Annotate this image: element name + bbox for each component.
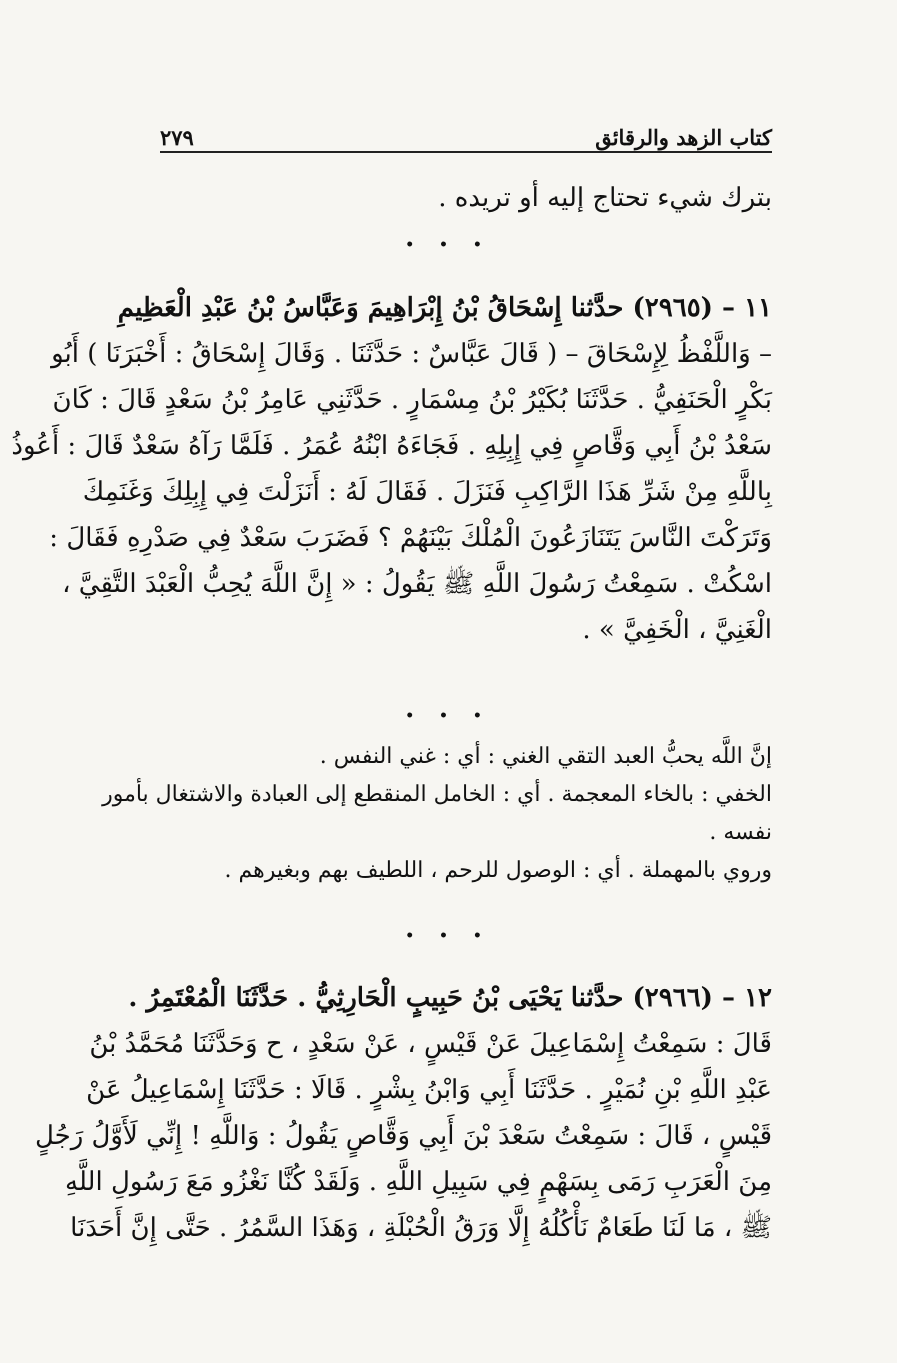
hadith-line: ١٢ – (٢٩٦٦) حدَّثنا يَحْيَى بْنُ حَبِيبٍ الْحَارِثِيُّ . حَدَّثَنَا الْمُعْتَمِرُ . [128, 983, 772, 1013]
hadith-line: ﷺ ، مَا لَنَا طَعَامٌ نَأْكُلُهُ إِلَّا وَرَقُ الْحُبْلَةِ ، وَهَذَا السَّمُرُ . حَتَّى إِنَّ أَحَدَنَا [70, 1213, 772, 1243]
section-separator: • • • [405, 237, 492, 253]
intro-line: بترك شيء تحتاج إليه أو تريده . [438, 183, 772, 213]
hadith-line: وَتَرَكْتَ النَّاسَ يَتَنَازَعُونَ الْمُلْكَ بَيْنَهُمْ ؟ فَضَرَبَ سَعْدٌ فِي صَدْرِهِ فَقَالَ : [49, 523, 772, 553]
hadith-line: قَالَ : سَمِعْتُ إِسْمَاعِيلَ عَنْ قَيْسٍ ، عَنْ سَعْدٍ ، ح وَحَدَّثَنَا مُحَمَّدُ بْنُ [89, 1029, 772, 1059]
note-line: نفسه . [709, 820, 772, 845]
page-number: ٢٧٩ [160, 125, 194, 150]
commentary-notes [102, 738, 772, 890]
hadith-line: سَعْدُ بْنُ أَبِي وَقَّاصٍ فِي إِبِلِهِ . فَجَاءَهُ ابْنُهُ عُمَرُ . فَلَمَّا رَآهُ سَعْدٌ قَالَ : أَعُوذُ [11, 431, 772, 461]
hadith-line: بِاللَّهِ مِنْ شَرِّ هَذَا الرَّاكِبِ فَنَزَلَ . فَقَالَ لَهُ : أَنَزَلْتَ فِي إِبِلِكَ وَغَنَمِكَ [82, 477, 772, 507]
hadith-line: – وَاللَّفْظُ لِإِسْحَاقَ – ( قَالَ عَبَّاسٌ : حَدَّثَنَا . وَقَالَ إِسْحَاقُ : أَخْبَرَنَا ) أَبُو [51, 339, 772, 369]
note-line: إنَّ اللَّه يحبُّ العبد التقي الغني : أي : غني النفس . [319, 744, 772, 769]
hadith-11 [11, 285, 772, 653]
hadith-line: قَيْسٍ ، قَالَ : سَمِعْتُ سَعْدَ بْنَ أَبِي وَقَّاصٍ يَقُولُ : وَاللَّهِ ! إِنِّي لَأَوَّلُ رَجُلٍ [34, 1121, 772, 1151]
page-header [160, 125, 772, 153]
hadith-12 [34, 975, 772, 1251]
hadith-line: الْغَنِيَّ ، الْخَفِيَّ » . [582, 615, 772, 645]
section-separator: • • • [405, 708, 492, 724]
section-separator: • • • [405, 928, 492, 944]
hadith-line: مِنَ الْعَرَبِ رَمَى بِسَهْمٍ فِي سَبِيلِ اللَّهِ . وَلَقَدْ كُنَّا نَغْزُو مَعَ رَسُولِ اللَّهِ [65, 1167, 772, 1197]
hadith-line: عَبْدِ اللَّهِ بْنِ نُمَيْرٍ . حَدَّثَنَا أَبِي وَابْنُ بِشْرٍ . قَالَا : حَدَّثَنَا إِسْمَاعِيلُ عَنْ [86, 1075, 772, 1105]
note-line: الخفي : بالخاء المعجمة . أي : الخامل المنقطع إلى العبادة والاشتغال بأمور [102, 782, 772, 807]
hadith-line: ١١ – (٢٩٦٥) حدَّثنا إِسْحَاقُ بْنُ إِبْرَاهِيمَ وَعَبَّاسُ بْنُ عَبْدِ الْعَظِيمِ [117, 293, 772, 323]
hadith-line: اسْكُتْ . سَمِعْتُ رَسُولَ اللَّهِ ﷺ يَقُولُ : « إِنَّ اللَّهَ يُحِبُّ الْعَبْدَ التَّقِيَّ ، [62, 569, 772, 599]
note-line: وروي بالمهملة . أي : الوصول للرحم ، اللطيف بهم وبغيرهم . [224, 858, 772, 883]
running-title: كتاب الزهد والرقائق [595, 125, 772, 150]
hadith-line: بَكْرٍ الْحَنَفِيُّ . حَدَّثَنَا بُكَيْرُ بْنُ مِسْمَارٍ . حَدَّثَنِي عَامِرُ بْنُ سَعْدٍ قَالَ : كَانَ [52, 385, 772, 415]
